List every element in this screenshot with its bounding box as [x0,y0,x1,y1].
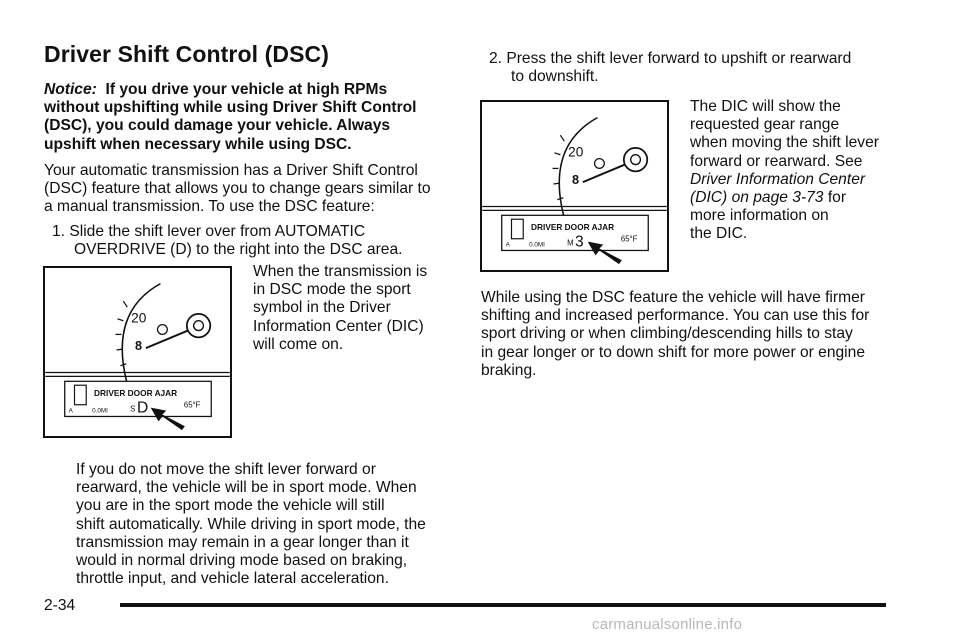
intro-line-3: a manual transmission. To use the DSC feature: [44,198,375,216]
closing-paragraph [481,289,869,380]
step-2 [489,50,851,86]
temperature-readout: 65°F [183,400,201,410]
notice-line-4: upshift when necessary while using DSC. [44,135,352,153]
step-1-after-line-1: If you do not move the shift lever forward or [76,461,376,478]
speed-label: 20 [568,144,584,160]
dic-reference-page: (DIC) on page 3-73 [690,189,824,207]
dic-reference-link-line-2: (DIC) on page 3-73 for [690,189,847,207]
mode-prefix: M [567,238,574,248]
notice-line-2: without upshifting while using Driver Shift Control [44,99,417,117]
dsc-sport-mode-figure [43,266,232,438]
footer-rule [120,603,886,607]
trip-value: 0.0MI [92,407,108,415]
sport-symbol-icon [158,325,168,335]
temperature-readout: 65°F [620,234,638,244]
intro-line-2: (DSC) feature that allows you to change gears similar to [44,180,431,198]
step-1-side-line-4: Information Center (DIC) [253,317,424,335]
closing-line-1: While using the DSC feature the vehicle will have firmer [481,289,865,306]
trip-value: 0.0MI [529,241,545,249]
step-1-line-1: 1. Slide the shift lever over from AUTOMATIC [52,223,366,240]
step-1-after-line-6: would in normal driving mode based on braking, [76,552,408,570]
intro-line-1: Your automatic transmission has a Driver Shift Control [44,162,418,179]
step-2-side-line-1: The DIC will show the [690,98,841,115]
step-1-after-line-3: you are in the sport mode the vehicle will still [76,497,385,515]
closing-line-2: shifting and increased performance. You can use this for [481,307,870,325]
dic-message: DRIVER DOOR AJAR [94,387,178,398]
step-1-side-line-1: When the transmission is [253,263,428,280]
step-2-side-line-4: forward or rearward. See [690,152,863,170]
gear-indicator: D [137,399,149,417]
dic-message: DRIVER DOOR AJAR [531,221,615,232]
step-2-side-line-3: when moving the shift lever [690,134,879,152]
instrument-cluster-illustration [45,268,230,436]
sport-symbol-icon [595,159,605,169]
closing-line-5: braking. [481,361,537,379]
closing-line-4: in gear longer or to down shift for more power or engine [481,343,865,361]
step-2-side-line-7: more information on [690,207,829,225]
step-1-side-text [253,263,427,354]
page-title: Driver Shift Control (DSC) [44,41,329,67]
step-1-after-line-2: rearward, the vehicle will be in sport mode. When [76,479,417,497]
trip-label: A [505,241,510,249]
speed-label: 20 [131,310,147,326]
step-1-side-line-2: in DSC mode the sport [253,281,411,299]
step-1-line-2: OVERDRIVE (D) to the right into the DSC area. [74,241,403,259]
dsc-manual-gear-figure [480,100,669,272]
step-1-after-line-7: throttle input, and vehicle lateral acceleration. [76,570,389,588]
step-1-after-line-5: transmission may remain in a gear longer than it [76,533,409,551]
step-1-after-paragraph [76,461,426,588]
step-1-side-line-3: symbol in the Driver [253,299,391,317]
step-2-side-line-2: requested gear range [690,116,840,134]
step-2-line-2: to downshift. [511,68,599,86]
watermark: carmanualsonline.info [592,616,743,633]
notice-block [44,81,417,154]
mode-prefix: S [130,404,136,414]
speed-label-8: 8 [135,339,143,354]
instrument-cluster-illustration-2 [482,102,667,270]
notice-label: Notice: [44,81,97,98]
step-1 [52,223,402,259]
trip-label: A [68,407,73,415]
speed-label-8: 8 [572,173,580,188]
step-1-side-line-5: will come on. [253,335,344,353]
step-2-line-1: 2. Press the shift lever forward to upshift or rearward [489,50,852,67]
notice-line-1: Notice: If you drive your vehicle at high RPMs [44,81,388,98]
intro-paragraph [44,162,431,217]
step-1-after-line-4: shift automatically. While driving in sport mode, the [76,515,426,533]
dic-reference-link-line-1: Driver Information Center [690,170,866,188]
step-2-side-text [690,98,879,244]
closing-line-3: sport driving or when climbing/descending hills to stay [481,325,853,343]
step-2-side-line-8: the DIC. [690,225,748,243]
gear-indicator: 3 [574,233,584,251]
notice-line-3: (DSC), you could damage your vehicle. Always [44,117,391,135]
page-number: 2-34 [44,597,76,614]
